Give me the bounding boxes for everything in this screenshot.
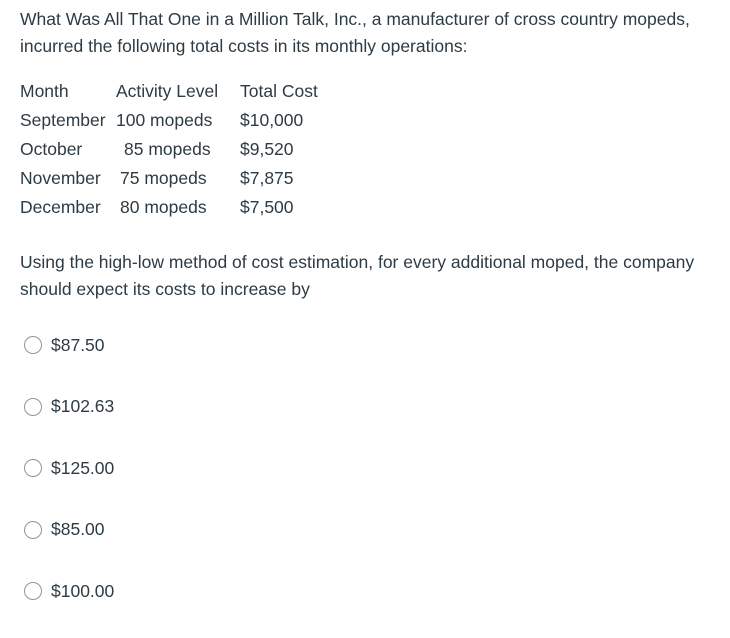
question-intro: What Was All That One in a Million Talk, Inc., a manufacturer of cross country mopeds, incurred the following total costs in its monthly operations: <box>20 9 690 56</box>
answer-option[interactable] <box>24 330 114 360</box>
question-block <box>20 6 710 303</box>
radio-button[interactable] <box>24 582 42 600</box>
answer-option[interactable] <box>24 453 114 483</box>
cell-month: December <box>20 197 101 217</box>
cell-month: September <box>20 110 106 130</box>
answer-label: $100.00 <box>51 580 115 601</box>
cell-total-cost: $10,000 <box>240 110 304 130</box>
column-header-total-cost: Total Cost <box>240 81 318 101</box>
answer-label: $102.63 <box>51 396 115 416</box>
table-row <box>20 106 330 135</box>
table-row <box>20 135 330 164</box>
answer-list <box>24 330 114 638</box>
radio-button[interactable] <box>24 336 42 354</box>
cost-table <box>20 77 330 222</box>
answer-option[interactable] <box>24 515 114 545</box>
cell-month: October <box>20 139 83 159</box>
cell-activity-level: 85 mopeds <box>124 139 211 159</box>
cell-total-cost: $7,875 <box>240 168 294 188</box>
radio-button[interactable] <box>24 521 42 539</box>
column-header-activity-level: Activity Level <box>116 81 219 101</box>
answer-option[interactable] <box>24 576 114 606</box>
cell-activity-level: 100 mopeds <box>116 110 213 130</box>
table-row <box>20 193 330 222</box>
answer-option[interactable] <box>24 392 114 422</box>
cell-total-cost: $7,500 <box>240 197 294 217</box>
radio-button[interactable] <box>24 398 42 416</box>
cell-activity-level: 80 mopeds <box>120 197 207 217</box>
answer-label: $87.50 <box>51 334 105 355</box>
answer-label: $125.00 <box>51 457 115 478</box>
table-row <box>20 164 330 193</box>
cell-month: November <box>20 168 101 188</box>
table-header-row <box>20 77 330 106</box>
column-header-month: Month <box>20 81 69 101</box>
question-prompt: Using the high-low method of cost estimation, for every additional moped, the company should expect its costs to increase by <box>20 252 695 299</box>
cell-total-cost: $9,520 <box>240 139 294 159</box>
answer-label: $85.00 <box>51 519 105 539</box>
radio-button[interactable] <box>24 459 42 477</box>
cell-activity-level: 75 mopeds <box>120 168 207 188</box>
